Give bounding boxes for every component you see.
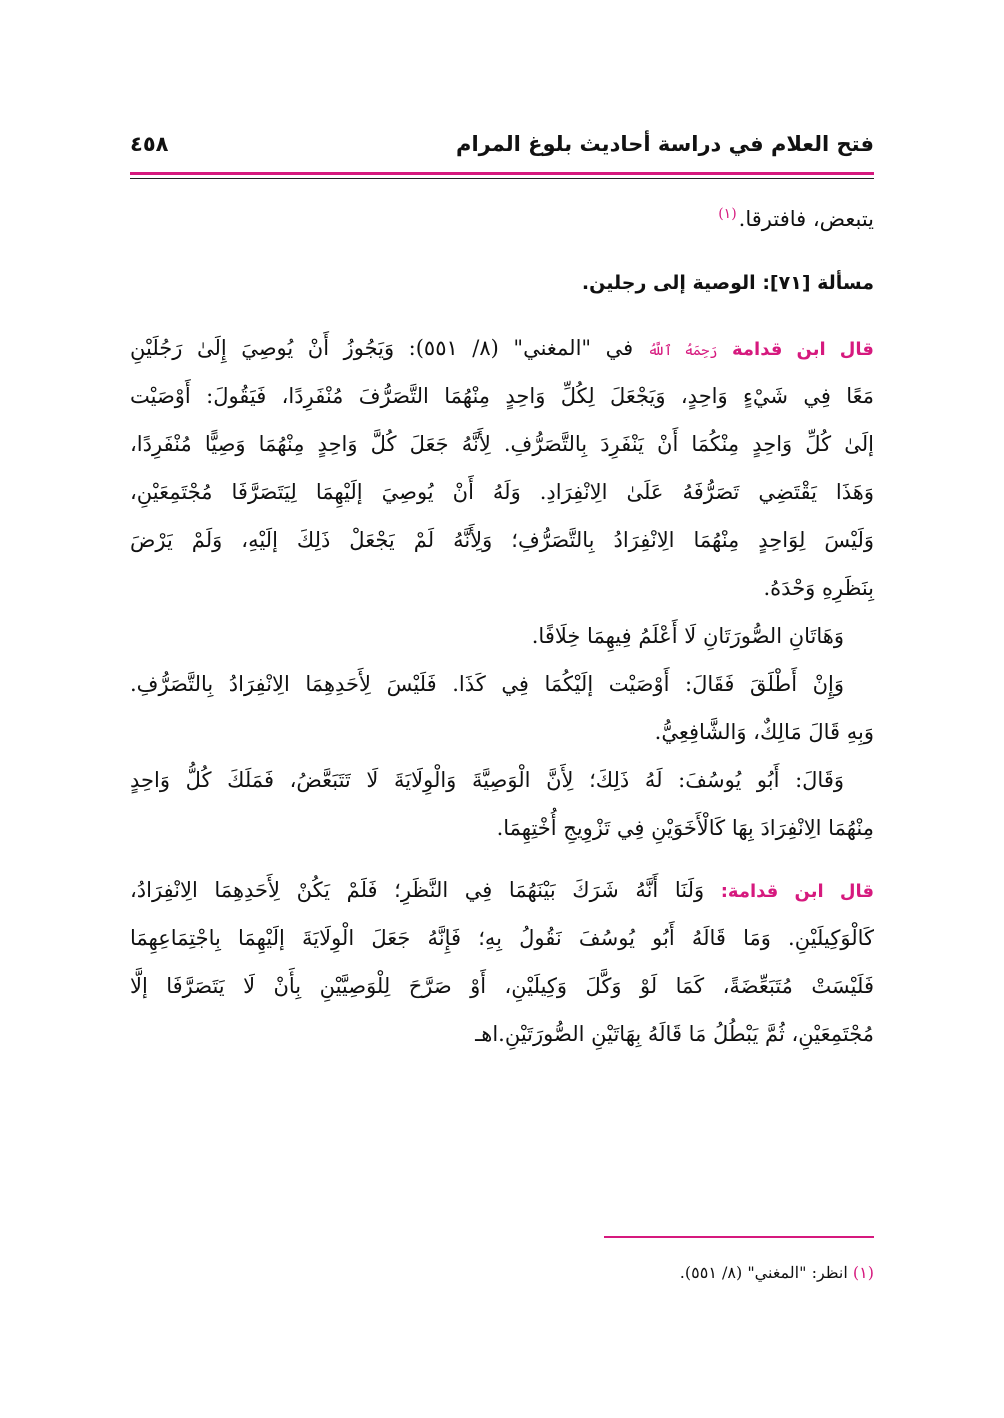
para1-line-3: إلَىٰ كُلِّ وَاحِدٍ مِنْكُمَا أَنْ يَنْفَرِدَ بِالتَّصَرُّفِ. لِأَنَّهُ جَعَلَ كُلَّ وَاحِدٍ مِنْهُمَا وَصِيًّا مُنْفَرِدًا، (130, 432, 874, 456)
issue-title: الوصية إلى رجلين. (581, 272, 756, 294)
para1-line-2: مَعًا فِي شَيْءٍ وَاحِدٍ، وَيَجْعَلَ لِكُلِّ وَاحِدٍ مِنْهُمَا التَّصَرُّفَ مُنْفَرِدًا، فَيَقُولَ: أَوْصَيْت (130, 384, 874, 408)
para5-line-3: فَلَيْسَتْ مُتَبَعِّضَةً، كَمَا لَوْ وَكَّلَ وَكِيلَيْنِ، أَوْ صَرَّحَ لِلْوَصِيَّيْنِ بِأَنْ لَا يَتَصَرَّفَا إلَّا (130, 974, 874, 998)
footnote (130, 1262, 874, 1284)
intro-line (130, 199, 874, 234)
para5-line-2: كَالْوَكِيلَيْنِ. وَمَا قَالَهُ أَبُو يُوسُفَ نَقُولُ بِهِ؛ فَإِنَّهُ جَعَلَ الْوِلَايَةَ إلَيْهِمَا بِاجْتِمَاعِهِمَا (130, 926, 874, 950)
para4-line-2: مِنْهُمَا الِانْفِرَادَ بِهَا كَالْأَخَوَيْنِ فِي تَزْوِيجِ أُخْتِهِمَا. (496, 816, 874, 840)
para4-line-1: وَقَالَ: أَبُو يُوسُفَ: لَهُ ذَلِكَ؛ لِأَنَّ الْوَصِيَّةَ وَالْوِلَايَةَ لَا تَتَبَعَّضُ، فَمَلَكَ كُلُّ وَاحِدٍ (130, 768, 844, 792)
para1-line-5: وَلَيْسَ لِوَاحِدٍ مِنْهُمَا الِانْفِرَادُ بِالتَّصَرُّفِ؛ وَلِأَنَّهُ لَمْ يَجْعَلْ ذَلِكَ إلَيْهِ، وَلَمْ يَرْضَ (130, 528, 874, 552)
para5-line-1 (130, 875, 874, 907)
speaker-ibn-qudama-2: قال ابن قدامة: (720, 881, 874, 902)
issue-heading (130, 268, 874, 298)
intro-text: يتبعض، فافترقا. (738, 207, 874, 231)
footnote-rule (604, 1236, 874, 1238)
speaker-ibn-qudama: قال ابن قدامة (732, 339, 874, 360)
para1-line1-text: في "المغني" (٨/ ٥٥١): وَيَجُوزُ أَنْ يُوصِيَ إِلَىٰ رَجُلَيْنِ (130, 336, 634, 360)
page-number: ٤٥٨ (130, 132, 169, 156)
para1-line-6: بِنَظَرِهِ وَحْدَهُ. (763, 576, 874, 600)
para5-line1-text: وَلَنَا أَنَّهُ شَرَكَ بَيْنَهُمَا فِي النَّظَرِ؛ فَلَمْ يَكُنْ لِأَحَدِهِمَا الِانْفِرَادُ، (130, 878, 705, 902)
footnote-ref[interactable]: (١) (718, 206, 737, 222)
para5-line-4: مُجْتَمِعَيْنِ، ثُمَّ يَبْطُلُ مَا قَالَهُ بِهَاتَيْنِ الصُّورَتَيْنِ.اهـ (475, 1022, 874, 1046)
para1-line-1 (130, 333, 874, 366)
header-rule-top (130, 172, 874, 175)
running-header (130, 128, 874, 170)
footnote-number: (١) (852, 1263, 874, 1282)
issue-label: مسألة [٧١]: (762, 272, 874, 294)
header-rule-bottom (130, 178, 874, 179)
para3-line-1: وَإِنْ أَطْلَقَ فَقَالَ: أَوْصَيْت إلَيْكُمَا فِي كَذَا. فَلَيْسَ لِأَحَدِهِمَا الِانْفِرَادُ بِالتَّصَرُّفِ. (130, 672, 844, 696)
honorific: رَحِمَهُ ٱللَّهُ (647, 343, 718, 359)
para2-line: وَهَاتَانِ الصُّورَتَانِ لَا أَعْلَمُ فِيهِمَا خِلَافًا. (531, 624, 844, 648)
para3-line-2: وَبِهِ قَالَ مَالِكٌ، وَالشَّافِعِيُّ. (654, 720, 874, 744)
para1-line-4: وَهَذَا يَقْتَضِي تَصَرُّفَهُ عَلَىٰ الِانْفِرَادِ. وَلَهُ أَنْ يُوصِيَ إلَيْهِمَا لِيَتَصَرَّفَا مُجْتَمِعَيْنِ، (130, 480, 874, 504)
book-title: فتح العلام في دراسة أحاديث بلوغ المرام (456, 132, 874, 156)
footnote-text: انظر: "المغني" (٨/ ٥٥١). (679, 1263, 848, 1282)
